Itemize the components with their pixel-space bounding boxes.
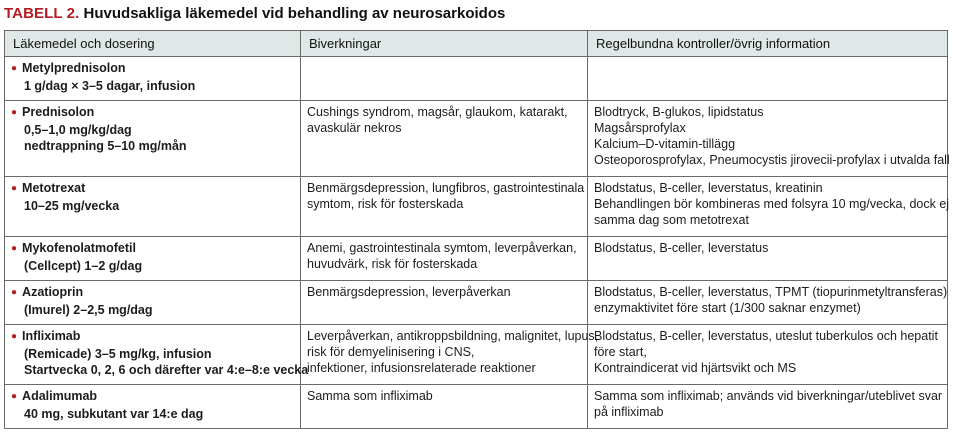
monitoring-text: Blodtryck, B-glukos, lipidstatus <box>594 105 764 119</box>
monitoring-cell <box>588 325 948 385</box>
drug-dose: (Cellcept) 1–2 g/dag <box>24 259 143 273</box>
side-effects-text: Anemi, gastrointestinala symtom, leverpåverkan, <box>307 241 577 255</box>
drug-dose: nedtrappning 5–10 mg/mån <box>24 139 187 153</box>
side-effects-cell <box>301 325 599 385</box>
drug-name: ● Infliximab <box>11 328 294 346</box>
drug-cell <box>5 237 301 281</box>
monitoring-text: Blodstatus, B-celler, leverstatus <box>594 241 769 255</box>
monitoring-text: Behandlingen bör kombineras med folsyra 10 mg/vecka, dock ej <box>594 197 950 211</box>
table-label: TABELL 2. <box>4 5 80 22</box>
side-effects-cell <box>301 101 588 177</box>
monitoring-text: Samma som infliximab; används vid biverkningar/uteblivet svar <box>594 389 943 403</box>
side-effects-text: Cushings syndrom, magsår, glaukom, katarakt, <box>307 105 568 119</box>
monitoring-text: samma dag som metotrexat <box>594 213 749 227</box>
monitoring-text: Kalcium–D-vitamin-tillägg <box>594 137 736 151</box>
drug-dose: 40 mg, subkutant var 14:e dag <box>24 407 204 421</box>
monitoring-text: Osteoporosprofylax, Pneumocystis jirovecii-profylax i utvalda fall <box>594 153 950 167</box>
monitoring-text: Blodstatus, B-celler, leverstatus, uteslut tuberkulos och hepatit <box>594 329 938 343</box>
drug-dose: 10–25 mg/vecka <box>24 199 120 213</box>
header-side-effects: Biverkningar <box>301 31 588 57</box>
monitoring-cell <box>588 57 948 101</box>
table-row <box>5 57 948 101</box>
monitoring-text: Blodstatus, B-celler, leverstatus, TPMT (tiopurinmetyltransferas) <box>594 285 948 299</box>
side-effects-text: risk för demyelinisering i CNS, <box>307 345 475 359</box>
side-effects-cell <box>301 385 588 429</box>
drug-cell <box>5 101 301 177</box>
side-effects-text: Leverpåverkan, antikroppsbildning, malignitet, lupus, <box>307 329 599 343</box>
drug-dose: 0,5–1,0 mg/kg/dag <box>24 123 132 137</box>
monitoring-text: Kontraindicerat vid hjärtsvikt och MS <box>594 361 797 375</box>
side-effects-text: Samma som infliximab <box>307 389 433 403</box>
table-title: Huvudsakliga läkemedel vid behandling av neurosarkoidos <box>83 5 506 22</box>
table-row <box>5 325 948 385</box>
monitoring-cell <box>588 385 948 429</box>
medication-table <box>4 30 948 429</box>
side-effects-cell <box>301 177 588 237</box>
monitoring-cell <box>588 237 948 281</box>
side-effects-text: Benmärgsdepression, lungfibros, gastrointestinala <box>307 181 585 195</box>
drug-name: ● Adalimumab <box>11 388 294 406</box>
header-monitoring: Regelbundna kontroller/övrig information <box>588 31 948 57</box>
side-effects-text: huvudvärk, risk för fosterskada <box>307 257 478 271</box>
drug-name: ● Azatioprin <box>11 284 294 302</box>
drug-name: ● Mykofenolatmofetil <box>11 240 294 258</box>
drug-dose: (Imurel) 2–2,5 mg/dag <box>24 303 153 317</box>
drug-cell <box>5 177 301 237</box>
monitoring-cell <box>588 101 948 177</box>
table-row <box>5 237 948 281</box>
drug-dose: 1 g/dag × 3–5 dagar, infusion <box>24 79 196 93</box>
monitoring-cell <box>588 177 948 237</box>
side-effects-text: Benmärgsdepression, leverpåverkan <box>307 285 511 299</box>
side-effects-cell <box>301 57 588 101</box>
table-row <box>5 101 948 177</box>
side-effects-text: avaskulär nekros <box>307 121 402 135</box>
side-effects-text: symtom, risk för fosterskada <box>307 197 464 211</box>
drug-dose: Startvecka 0, 2, 6 och därefter var 4:e–8:e vecka <box>24 363 309 377</box>
side-effects-text: infektioner, infusionsrelaterade reaktioner <box>307 361 536 375</box>
header-drug: Läkemedel och dosering <box>5 31 301 57</box>
monitoring-text: enzymaktivitet före start (1/300 saknar enzymet) <box>594 301 861 315</box>
table-caption <box>4 3 505 25</box>
header-row <box>5 31 948 57</box>
drug-dose: (Remicade) 3–5 mg/kg, infusion <box>24 347 212 361</box>
monitoring-text: Blodstatus, B-celler, leverstatus, kreatinin <box>594 181 823 195</box>
drug-name: ● Metotrexat <box>11 180 294 198</box>
drug-name: ● Prednisolon <box>11 104 294 122</box>
monitoring-text: Magsårsprofylax <box>594 121 686 135</box>
monitoring-text: på infliximab <box>594 405 664 419</box>
drug-cell <box>5 325 309 385</box>
drug-cell <box>5 57 301 101</box>
table-row <box>5 281 948 325</box>
drug-cell <box>5 385 301 429</box>
drug-cell <box>5 281 301 325</box>
table-row <box>5 385 948 429</box>
monitoring-text: före start, <box>594 345 647 359</box>
side-effects-cell <box>301 237 588 281</box>
monitoring-cell <box>588 281 948 325</box>
drug-name: ● Metylprednisolon <box>11 60 294 78</box>
side-effects-cell <box>301 281 588 325</box>
table-row <box>5 177 948 237</box>
